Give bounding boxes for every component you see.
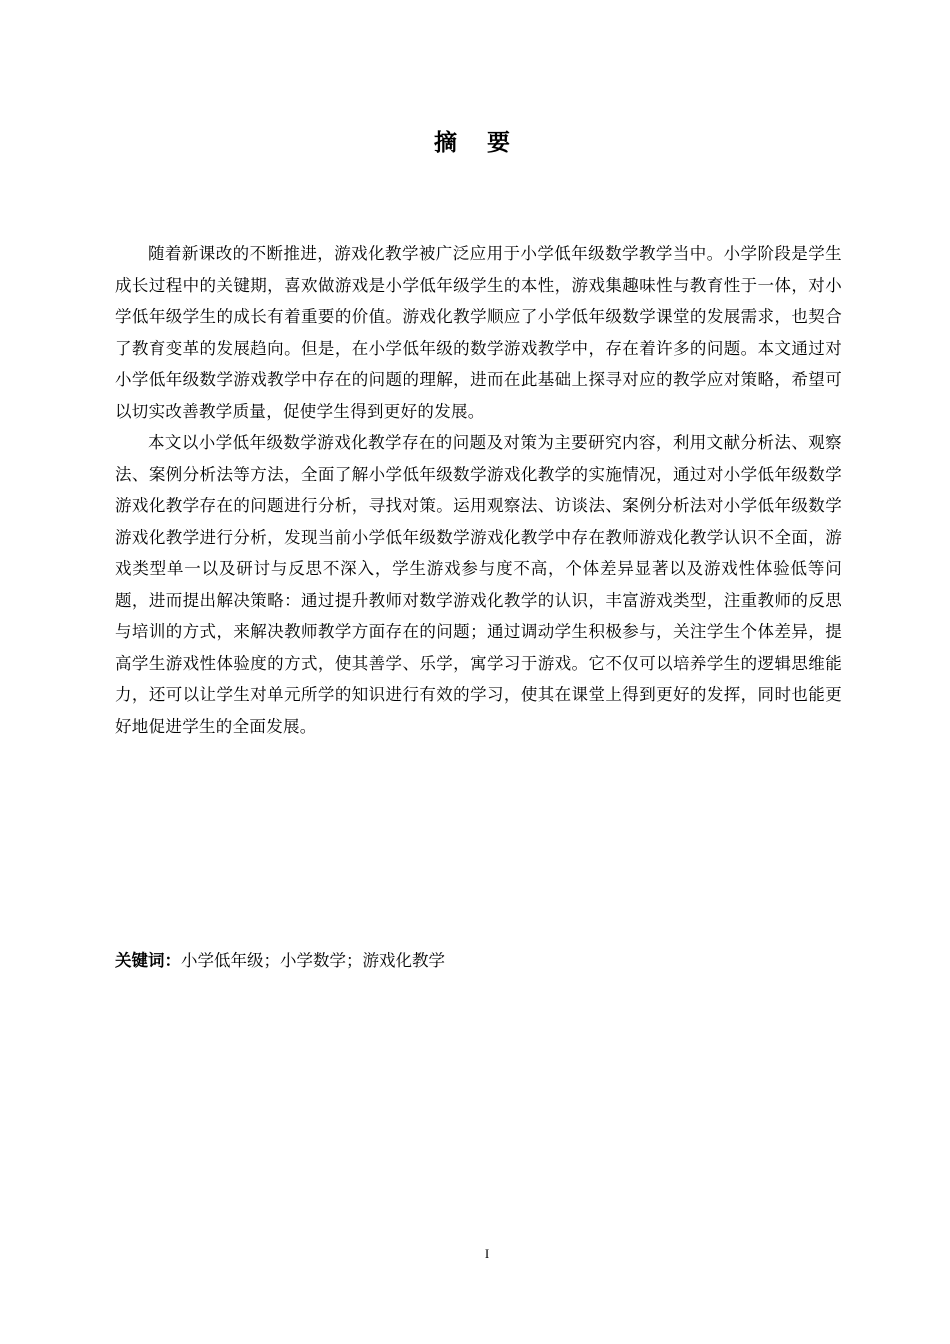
- page-number: I: [484, 1246, 490, 1261]
- keywords-label: 关键词：: [115, 951, 181, 970]
- abstract-paragraph-2: 本文以小学低年级数学游戏化教学存在的问题及对策为主要研究内容，利用文献分析法、观察法、案例分析法等方法，全面了解小学低年级数学游戏化教学的实施情况，通过对小学低年级数学游戏化教学存在的问题进行分析，寻找对策。运用观察法、访谈法、案例分析法对小学低年级数学游戏化教学进行分析，发现当前小学低年级数学游戏化教学中存在教师游戏化教学认识不全面，游戏类型单一以及研讨与反思不深入，学生游戏参与度不高，个体差异显著以及游戏性体验低等问题，进而提出解决策略：通过提升教师对数学游戏化教学的认识，丰富游戏类型，注重教师的反思与培训的方式，来解决教师教学方面存在的问题；通过调动学生积极参与，关注学生个体差异，提高学生游戏性体验度的方式，使其善学、乐学，寓学习于游戏。它不仅可以培养学生的逻辑思维能力，还可以让学生对单元所学的知识进行有效的学习，使其在课堂上得到更好的发挥，同时也能更好地促进学生的全面发展。: [115, 433, 842, 736]
- abstract-paragraph-1: 随着新课改的不断推进，游戏化教学被广泛应用于小学低年级数学教学当中。小学阶段是学生成长过程中的关键期，喜欢做游戏是小学低年级学生的本性，游戏集趣味性与教育性于一体，对小学低年级学生的成长有着重要的价值。游戏化教学顺应了小学低年级数学课堂的发展需求，也契合了教育变革的发展趋向。但是，在小学低年级的数学游戏教学中，存在着许多的问题。本文通过对小学低年级数学游戏教学中存在的问题的理解，进而在此基础上探寻对应的教学应对策略，希望可以切实改善教学质量，促使学生得到更好的发展。: [115, 244, 842, 421]
- keywords-value: 小学低年级；小学数学；游戏化教学: [181, 951, 445, 970]
- page-title: 摘要: [434, 130, 540, 156]
- abstract-body: [115, 238, 842, 742]
- keywords-line: [115, 945, 842, 976]
